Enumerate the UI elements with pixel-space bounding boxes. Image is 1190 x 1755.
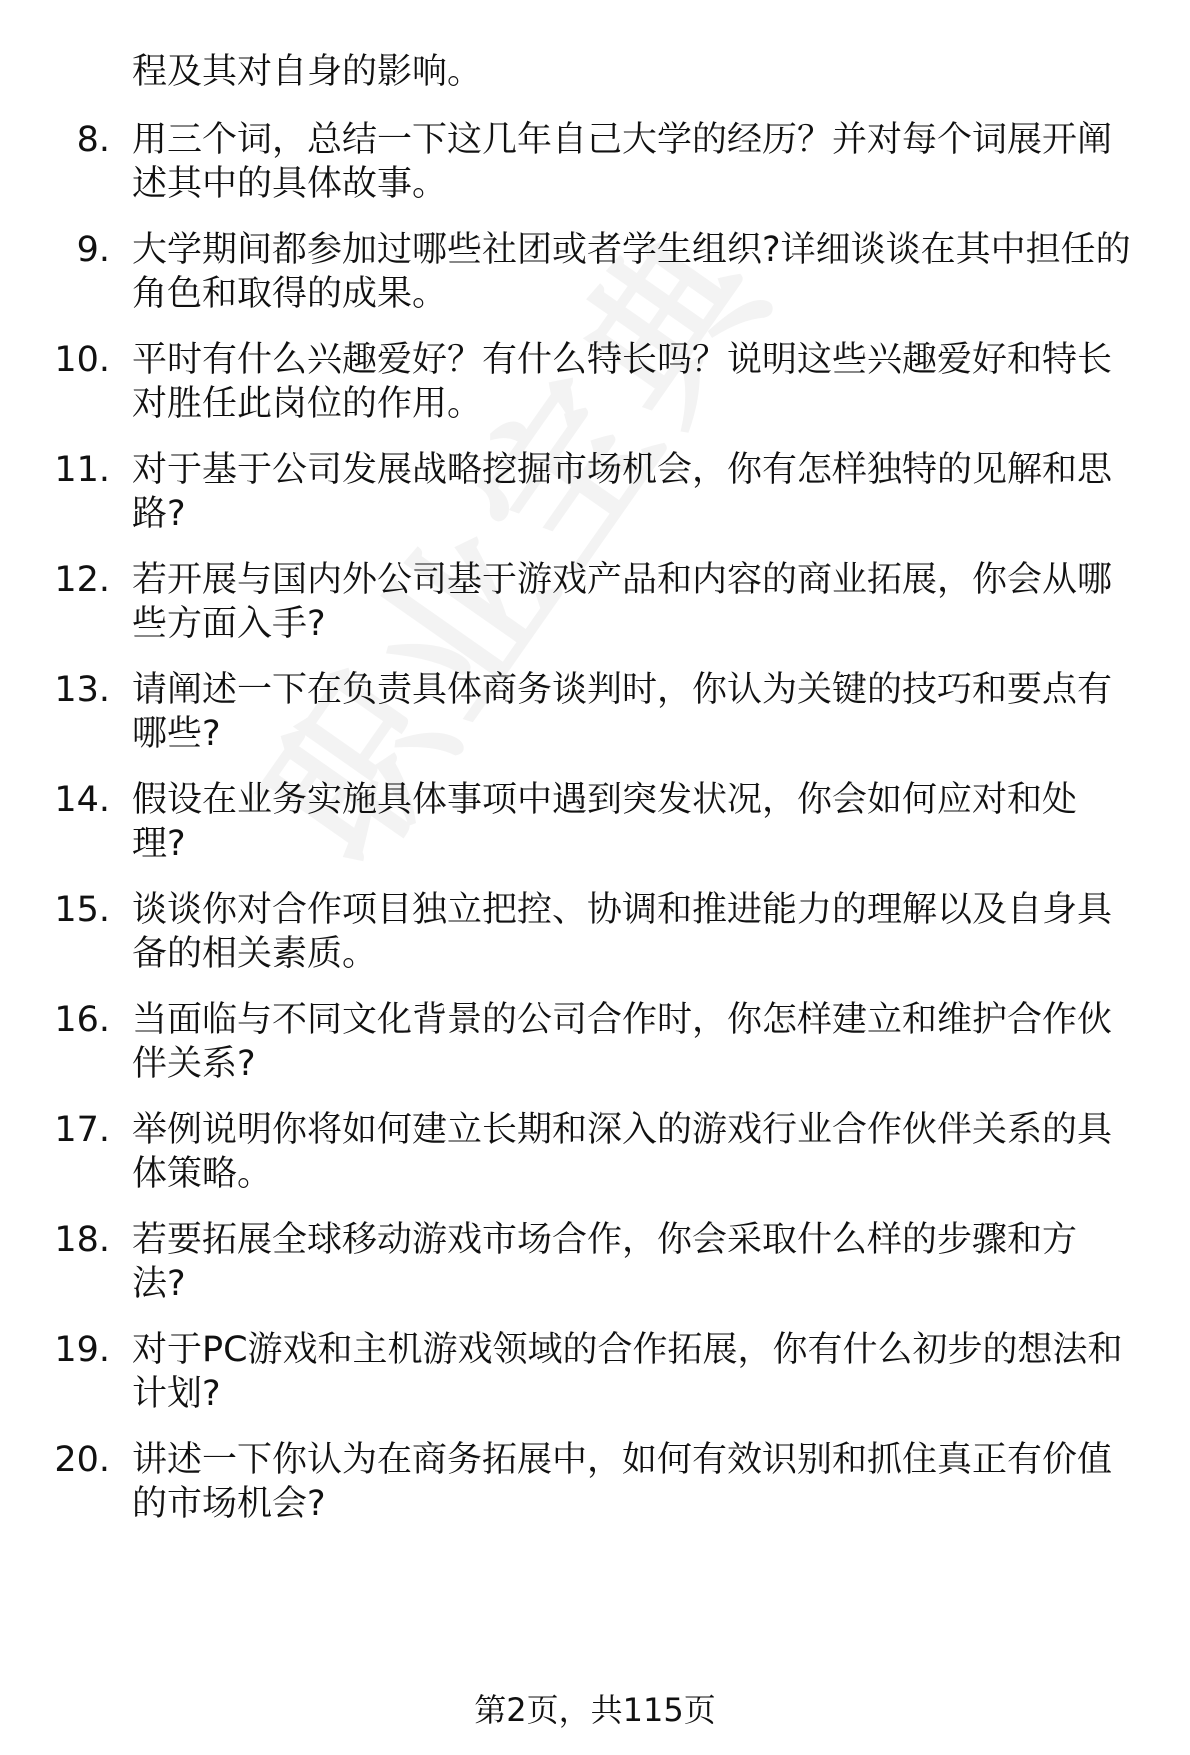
question-line: 若要拓展全球移动游戏市场合作，你会采取什么样的步骤和方 (132, 1220, 1078, 1260)
question-text (132, 1108, 1172, 1196)
question-text (132, 1438, 1172, 1526)
question-number: 15. (54, 890, 110, 930)
question-number: 16. (54, 1000, 110, 1040)
question-line: 路? (132, 494, 186, 534)
question-line: 述其中的具体故事。 (132, 164, 448, 204)
question-item-11 (0, 448, 1190, 536)
question-text (132, 448, 1172, 536)
question-text (132, 558, 1172, 646)
question-line: 谈谈你对合作项目独立把控、协调和推进能力的理解以及自身具 (132, 890, 1113, 930)
question-line: 法? (132, 1264, 186, 1304)
question-number: 10. (54, 340, 110, 380)
question-text (132, 668, 1172, 756)
question-text (132, 778, 1172, 866)
question-number: 17. (54, 1110, 110, 1150)
page-footer: 第2页，共115页 (474, 1691, 716, 1729)
question-item-10 (0, 338, 1190, 426)
question-line: 些方面入手? (132, 604, 326, 644)
question-number: 11. (54, 450, 110, 490)
question-item-19 (0, 1328, 1190, 1416)
question-number: 18. (54, 1220, 110, 1260)
question-item-16 (0, 998, 1190, 1086)
question-item-17 (0, 1108, 1190, 1196)
question-text (132, 888, 1172, 976)
question-item-9 (0, 228, 1190, 316)
question-line: 大学期间都参加过哪些社团或者学生组织?详细谈谈在其中担任的 (132, 230, 1131, 270)
question-line: 假设在业务实施具体事项中遇到突发状况，你会如何应对和处 (132, 780, 1078, 820)
question-line: 讲述一下你认为在商务拓展中，如何有效识别和抓住真正有价值 (132, 1440, 1113, 1480)
question-line: 举例说明你将如何建立长期和深入的游戏行业合作伙伴关系的具 (132, 1110, 1113, 1150)
continuation-text: 程及其对自身的影响。 (132, 52, 483, 92)
question-text (132, 1218, 1172, 1306)
question-item-12 (0, 558, 1190, 646)
question-item-18 (0, 1218, 1190, 1306)
question-item-13 (0, 668, 1190, 756)
question-line: 伴关系? (132, 1044, 256, 1084)
question-line: 请阐述一下在负责具体商务谈判时，你认为关键的技巧和要点有 (132, 670, 1113, 710)
question-line: 当面临与不同文化背景的公司合作时，你怎样建立和维护合作伙 (132, 1000, 1113, 1040)
question-line: 对于基于公司发展战略挖掘市场机会，你有怎样独特的见解和思 (132, 450, 1113, 490)
question-number: 14. (54, 780, 110, 820)
question-number: 8. (76, 120, 110, 160)
question-number: 20. (54, 1440, 110, 1480)
question-text (132, 228, 1172, 316)
question-line: 备的相关素质。 (132, 934, 378, 974)
question-item-20 (0, 1438, 1190, 1526)
question-text (132, 118, 1172, 206)
question-number: 9. (76, 230, 110, 270)
question-line: 计划? (132, 1374, 221, 1414)
question-number: 13. (54, 670, 110, 710)
question-item-15 (0, 888, 1190, 976)
question-number: 12. (54, 560, 110, 600)
question-line: 若开展与国内外公司基于游戏产品和内容的商业拓展，你会从哪 (132, 560, 1113, 600)
question-line: 理? (132, 824, 186, 864)
question-item-14 (0, 778, 1190, 866)
question-text (132, 998, 1172, 1086)
question-line: 对胜任此岗位的作用。 (132, 384, 483, 424)
question-line: 哪些? (132, 714, 221, 754)
question-text (132, 338, 1172, 426)
question-line: 角色和取得的成果。 (132, 274, 448, 314)
question-line: 平时有什么兴趣爱好？有什么特长吗？说明这些兴趣爱好和特长 (132, 340, 1113, 380)
question-text (132, 1328, 1172, 1416)
question-line: 体策略。 (132, 1154, 273, 1194)
question-line: 用三个词，总结一下这几年自己大学的经历？并对每个词展开阐 (132, 120, 1113, 160)
question-line: 对于PC游戏和主机游戏领域的合作拓展，你有什么初步的想法和 (132, 1330, 1123, 1370)
question-line: 的市场机会? (132, 1484, 326, 1524)
question-number: 19. (54, 1330, 110, 1370)
question-item-8 (0, 118, 1190, 206)
